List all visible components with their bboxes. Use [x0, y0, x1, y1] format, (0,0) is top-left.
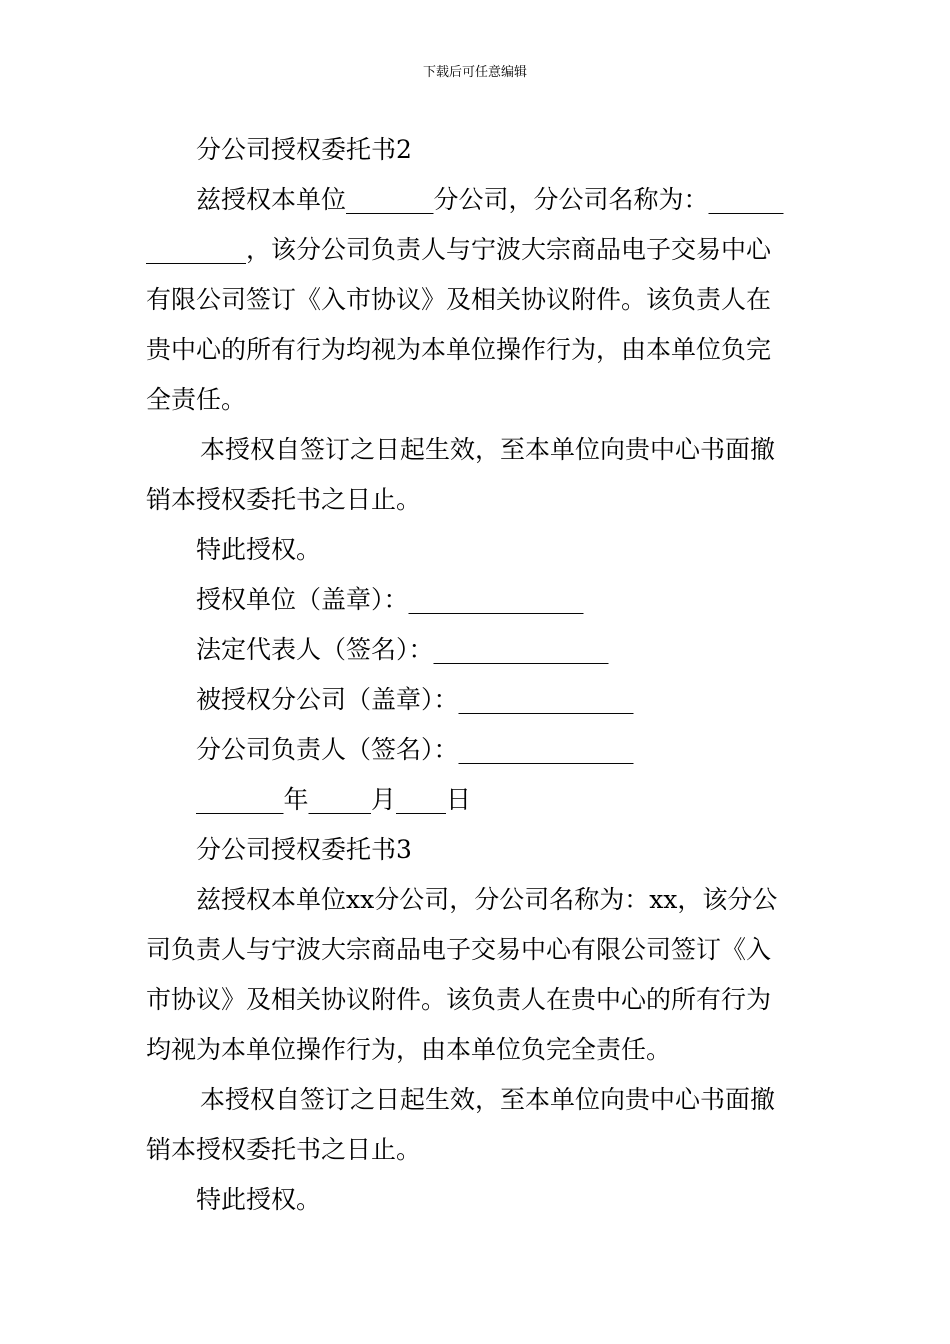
signature-line: 法定代表人（签名）：______________ [196, 635, 609, 664]
paragraph-line: 销本授权委托书之日止。 [146, 485, 422, 514]
date-line: _______年_____月____日 [196, 785, 472, 814]
paragraph-line: 市协议》及相关协议附件。该负责人在贵中心的所有行为 [146, 985, 772, 1014]
paragraph-line: 全责任。 [146, 385, 247, 414]
signature-line: 被授权分公司（盖章）：______________ [196, 685, 634, 714]
paragraph-line: 本授权自签订之日起生效，至本单位向贵中心书面撤 [200, 1085, 776, 1114]
closing-text: 特此授权。 [196, 1185, 322, 1214]
paragraph-line: 有限公司签订《入市协议》及相关协议附件。该负责人在 [146, 285, 772, 314]
closing-text: 特此授权。 [196, 535, 322, 564]
paragraph-line: 兹授权本单位xx分公司，分公司名称为：xx，该分公 [196, 885, 778, 914]
signature-line: 分公司负责人（签名）：______________ [196, 735, 634, 764]
download-note: 下载后可任意编辑 [422, 65, 527, 80]
section-title: 分公司授权委托书2 [196, 135, 412, 164]
paragraph-line: 均视为本单位操作行为，由本单位负完全责任。 [146, 1035, 672, 1064]
signature-line: 授权单位（盖章）：______________ [196, 585, 584, 614]
paragraph-line: 本授权自签订之日起生效，至本单位向贵中心书面撤 [200, 435, 776, 464]
paragraph-line: 贵中心的所有行为均视为本单位操作行为，由本单位负完 [146, 335, 772, 364]
paragraph-line: 兹授权本单位_______分公司，分公司名称为：______ [196, 185, 784, 214]
paragraph-line: 司负责人与宁波大宗商品电子交易中心有限公司签订《入 [146, 935, 772, 964]
paragraph-line: ________，该分公司负责人与宁波大宗商品电子交易中心 [146, 235, 772, 264]
section-title: 分公司授权委托书3 [196, 835, 412, 864]
paragraph-line: 销本授权委托书之日止。 [146, 1135, 422, 1164]
